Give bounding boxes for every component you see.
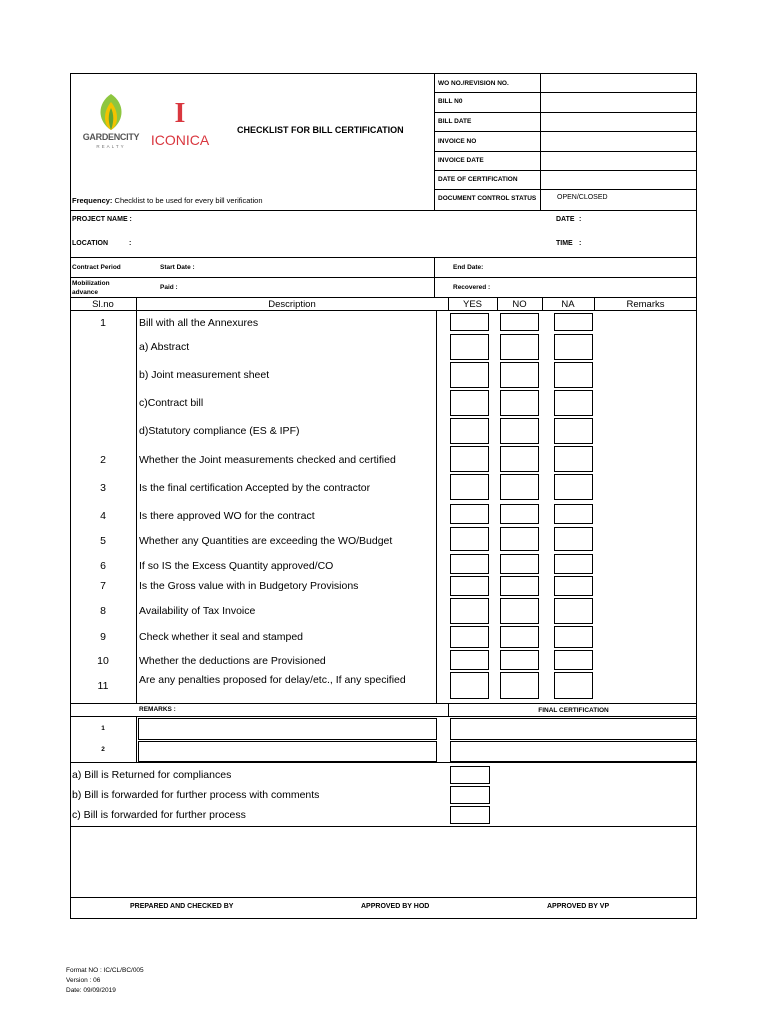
row-5-yes-checkbox[interactable] [450,527,489,551]
row-1c-text: c)Contract bill [139,397,204,409]
row-2-number: 2 [100,454,106,466]
row-2-yes-checkbox[interactable] [450,446,489,472]
row-1d-text: d)Statutory compliance (ES & IPF) [139,425,300,437]
footer-format-no: Format NO : IC/CL/BC/005 [66,967,144,974]
row-8-number: 8 [100,605,106,617]
row-6-number: 6 [100,560,106,572]
row-10-no-checkbox[interactable] [500,650,539,670]
bill-date-label: BILL DATE [438,118,472,125]
date-label: DATE [556,216,575,223]
row-8-text: Availability of Tax Invoice [139,605,256,617]
time-colon: : [579,240,582,247]
iconica-logo [150,100,210,152]
frequency-note [72,196,263,205]
row-10-na-checkbox[interactable] [554,650,593,670]
row-4-na-checkbox[interactable] [554,504,593,524]
gardencity-logo-text: GARDENCITY [82,132,140,142]
row-11-na-checkbox[interactable] [554,672,593,699]
outcome-forwarded-label: c) Bill is forwarded for further process [72,809,246,821]
row-6-yes-checkbox[interactable] [450,554,489,574]
row-5-na-checkbox[interactable] [554,527,593,551]
row-2-text: Whether the Joint measurements checked and certified [139,454,396,466]
gardencity-logo [78,92,144,158]
outcome-returned-label: a) Bill is Returned for compliances [72,769,232,781]
row-4-number: 4 [100,510,106,522]
recovered-label: Recovered : [453,284,491,291]
row-1c-yes-checkbox[interactable] [450,390,489,416]
mobilization-label-2: advance [72,289,99,296]
row-1d-no-checkbox[interactable] [500,418,539,444]
row-1a-text: a) Abstract [139,341,190,353]
row-8-yes-checkbox[interactable] [450,598,489,624]
approved-by-vp-label: APPROVED BY VP [547,903,610,910]
approved-by-hod-label: APPROVED BY HOD [361,903,430,910]
row-3-no-checkbox[interactable] [500,474,539,500]
row-3-yes-checkbox[interactable] [450,474,489,500]
row-1-no-checkbox[interactable] [500,313,539,331]
location-colon: : [129,240,132,247]
row-4-no-checkbox[interactable] [500,504,539,524]
row-8-no-checkbox[interactable] [500,598,539,624]
row-1c-na-checkbox[interactable] [554,390,593,416]
row-9-text: Check whether it seal and stamped [139,631,304,643]
gardencity-logo-sub: REALTY [96,144,126,149]
paid-label: Paid : [160,284,178,291]
invoice-date-label: INVOICE DATE [438,157,484,164]
col-header-remarks: Remarks [626,299,665,310]
mobilization-label-1: Mobilization [72,280,110,287]
row-11-number: 11 [97,680,109,692]
row-1a-yes-checkbox[interactable] [450,334,489,360]
footer-version: Version : 06 [66,977,101,984]
row-9-yes-checkbox[interactable] [450,626,489,648]
row-2-no-checkbox[interactable] [500,446,539,472]
row-5-no-checkbox[interactable] [500,527,539,551]
row-3-number: 3 [100,482,106,494]
invoice-no-label: INVOICE NO [438,138,477,145]
row-9-no-checkbox[interactable] [500,626,539,648]
col-header-description: Description [268,299,316,310]
row-3-text: Is the final certification Accepted by the contractor [139,482,371,494]
final-certification-row-1-field[interactable] [450,718,697,740]
wo-revision-label: WO NO./REVISION NO. [438,80,509,87]
row-11-no-checkbox[interactable] [500,672,539,699]
iconica-logo-text: ICONICA [150,132,210,148]
row-11-text: Are any penalties proposed for delay/etc., If any specified [139,674,406,686]
row-1-yes-checkbox[interactable] [450,313,489,331]
bill-no-label: BILL N0 [438,98,463,105]
row-6-no-checkbox[interactable] [500,554,539,574]
row-5-number: 5 [100,535,106,547]
project-name-label: PROJECT NAME : [72,216,132,223]
remarks-row-1-number: 1 [101,725,105,732]
row-1a-no-checkbox[interactable] [500,334,539,360]
row-7-no-checkbox[interactable] [500,576,539,596]
page-title: CHECKLIST FOR BILL CERTIFICATION [237,125,404,135]
outcome-forwarded-with-comments-checkbox[interactable] [450,786,490,804]
remarks-row-1-field[interactable] [138,718,437,740]
iconica-i-glyph: I [174,98,186,129]
time-label: TIME [556,240,573,247]
contract-period-label: Contract Period [72,264,121,271]
row-1a-na-checkbox[interactable] [554,334,593,360]
final-certification-row-2-field[interactable] [450,741,697,762]
row-7-yes-checkbox[interactable] [450,576,489,596]
row-4-yes-checkbox[interactable] [450,504,489,524]
row-7-text: Is the Gross value with in Budgetory Provisions [139,580,359,592]
row-1c-no-checkbox[interactable] [500,390,539,416]
col-header-slno: Sl.no [92,299,114,310]
row-1b-text: b) Joint measurement sheet [139,369,270,381]
row-8-na-checkbox[interactable] [554,598,593,624]
row-7-na-checkbox[interactable] [554,576,593,596]
row-7-number: 7 [100,580,106,592]
frequency-text: Checklist to be used for every bill verification [114,196,263,205]
date-of-certification-label: DATE OF CERTIFICATION [438,176,518,183]
document-control-status-value: OPEN/CLOSED [557,194,608,201]
row-10-yes-checkbox[interactable] [450,650,489,670]
frequency-label: Frequency: [72,196,113,205]
outcome-forwarded-checkbox[interactable] [450,806,490,824]
row-6-na-checkbox[interactable] [554,554,593,574]
row-3-na-checkbox[interactable] [554,474,593,500]
remarks-row-2-field[interactable] [138,741,437,762]
row-1-text: Bill with all the Annexures [139,317,259,329]
end-date-label: End Date: [453,264,484,271]
row-10-text: Whether the deductions are Provisioned [139,655,326,667]
location-label: LOCATION [72,240,109,247]
prepared-by-label: PREPARED AND CHECKED BY [130,903,234,910]
row-1b-yes-checkbox[interactable] [450,362,489,388]
row-2-na-checkbox[interactable] [554,446,593,472]
final-certification-label: FINAL CERTIFICATION [538,707,609,714]
row-1d-yes-checkbox[interactable] [450,418,489,444]
document-control-status-label: DOCUMENT CONTROL STATUS [438,195,537,202]
col-header-yes: YES [462,299,482,310]
row-4-text: Is there approved WO for the contract [139,510,315,522]
remarks-row-2-number: 2 [101,746,105,753]
row-1b-no-checkbox[interactable] [500,362,539,388]
footer-date: Date: 09/09/2019 [66,987,116,994]
remarks-label: REMARKS : [139,706,176,713]
row-5-text: Whether any Quantities are exceeding the WO/Budget [139,535,393,547]
row-1b-na-checkbox[interactable] [554,362,593,388]
col-header-na: NA [561,299,575,310]
row-1d-na-checkbox[interactable] [554,418,593,444]
outcome-forwarded-with-comments-label: b) Bill is forwarded for further process with comments [72,789,320,801]
start-date-label: Start Date : [160,264,195,271]
gardencity-leaf-icon [78,92,144,132]
row-9-number: 9 [100,631,106,643]
row-6-text: If so IS the Excess Quantity approved/CO [139,560,334,572]
row-1-na-checkbox[interactable] [554,313,593,331]
row-10-number: 10 [97,655,109,667]
outcome-returned-checkbox[interactable] [450,766,490,784]
date-colon: : [579,216,582,223]
row-1-number: 1 [100,317,106,329]
row-11-yes-checkbox[interactable] [450,672,489,699]
row-9-na-checkbox[interactable] [554,626,593,648]
col-header-no: NO [512,299,527,310]
